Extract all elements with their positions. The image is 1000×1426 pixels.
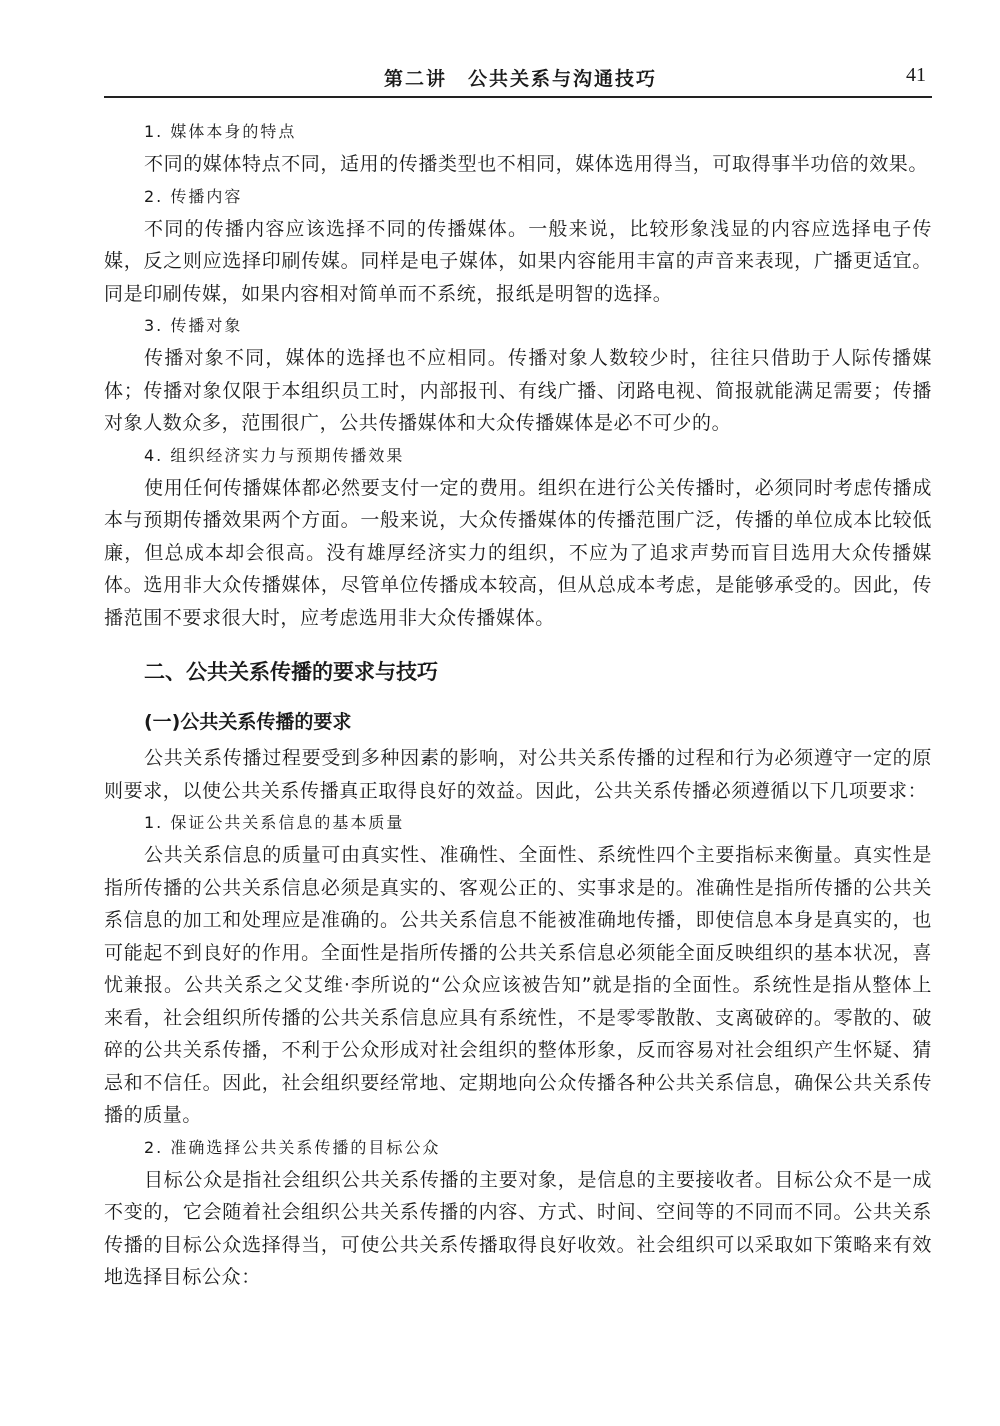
paragraph: 不同的传播内容应该选择不同的传播媒体。一般来说，比较形象浅显的内容应选择电子传媒，反之则应选择印刷传媒。同样是电子媒体，如果内容能用丰富的声音来表现，广播更适宜。同是印刷传媒，如果内容相对简单而不系统，报纸是明智的选择。 [104, 217, 932, 305]
paragraph: 使用任何传播媒体都必然要支付一定的费用。组织在进行公关传播时，必须同时考虑传播成本与预期传播效果两个方面。一般来说，大众传播媒体的传播范围广泛，传播的单位成本比较低廉，但总成本却会很高。没有雄厚经济实力的组织，不应为了追求声势而盲目选用大众传播媒体。选用非大众传播媒体，尽管单位传播成本较高，但从总成本考虑，是能够承受的。因此，传播范围不要求很大时，应考虑选用非大众传播媒体。 [104, 476, 932, 629]
subhead-target-public: 2. 准确选择公共关系传播的目标公众 [144, 1137, 441, 1157]
subsection-title: (一)公共关系传播的要求 [144, 711, 352, 733]
subhead-info-quality: 1. 保证公共关系信息的基本质量 [144, 813, 405, 832]
subhead-audience: 3. 传播对象 [144, 316, 243, 335]
paragraph: 公共关系信息的质量可由真实性、准确性、全面性、系统性四个主要指标来衡量。真实性是指所传播的公共关系信息必须是真实的、客观公正的、实事求是的。准确性是指所传播的公共关系信息的加工和处理应是准确的。公共关系信息不能被准确地传播，即使信息本身是真实的，也可能起不到良好的作用。全面性是指所传播的公共关系信息必须能全面反映组织的基本状况，喜忧兼报。公共关系之父艾维·李所说的“公众应该被告知”就是指的全面性。系统性是指从整体上来看，社会组织所传播的公共关系信息应具有系统性，不是零零散散、支离破碎的。零散的、破碎的公共关系传播，不利于公众形成对社会组织的整体形象，反而容易对社会组织产生怀疑、猜忌和不信任。因此，社会组织要经常地、定期地向公众传播各种公共关系信息，确保公共关系传播的质量。 [104, 844, 932, 1126]
paragraph: 传播对象不同，媒体的选择也不应相同。传播对象人数较少时，往往只借助于人际传播媒体；传播对象仅限于本组织员工时，内部报刊、有线广播、闭路电视、简报就能满足需要；传播对象人数众多，范围很广，公共传播媒体和大众传播媒体是必不可少的。 [104, 347, 932, 434]
subhead-media-features: 1. 媒体本身的特点 [144, 122, 297, 141]
paragraph: 目标公众是指社会组织公共关系传播的主要对象，是信息的主要接收者。目标公众不是一成不变的，它会随着社会组织公共关系传播的内容、方式、时间、空间等的不同而不同。公共关系传播的目标公众选择得当，可使公共关系传播取得良好收效。社会组织可以采取如下策略来有效地选择目标公众： [104, 1168, 932, 1288]
subhead-content: 2. 传播内容 [144, 186, 243, 206]
running-header [104, 62, 932, 98]
subhead-economic-strength: 4. 组织经济实力与预期传播效果 [144, 445, 405, 465]
page-body [104, 116, 932, 1294]
paragraph: 公共关系传播过程要受到多种因素的影响，对公共关系传播的过程和行为必须遵守一定的原则要求，以使公共关系传播真正取得良好的效益。因此，公共关系传播必须遵循以下几项要求： [104, 747, 932, 802]
page-number: 41 [906, 64, 926, 86]
paragraph: 不同的媒体特点不同，适用的传播类型也不相同，媒体选用得当，可取得事半功倍的效果。 [144, 153, 929, 175]
chapter-title: 第二讲 公共关系与沟通技巧 [384, 68, 658, 90]
section-title: 二、公共关系传播的要求与技巧 [144, 660, 438, 684]
